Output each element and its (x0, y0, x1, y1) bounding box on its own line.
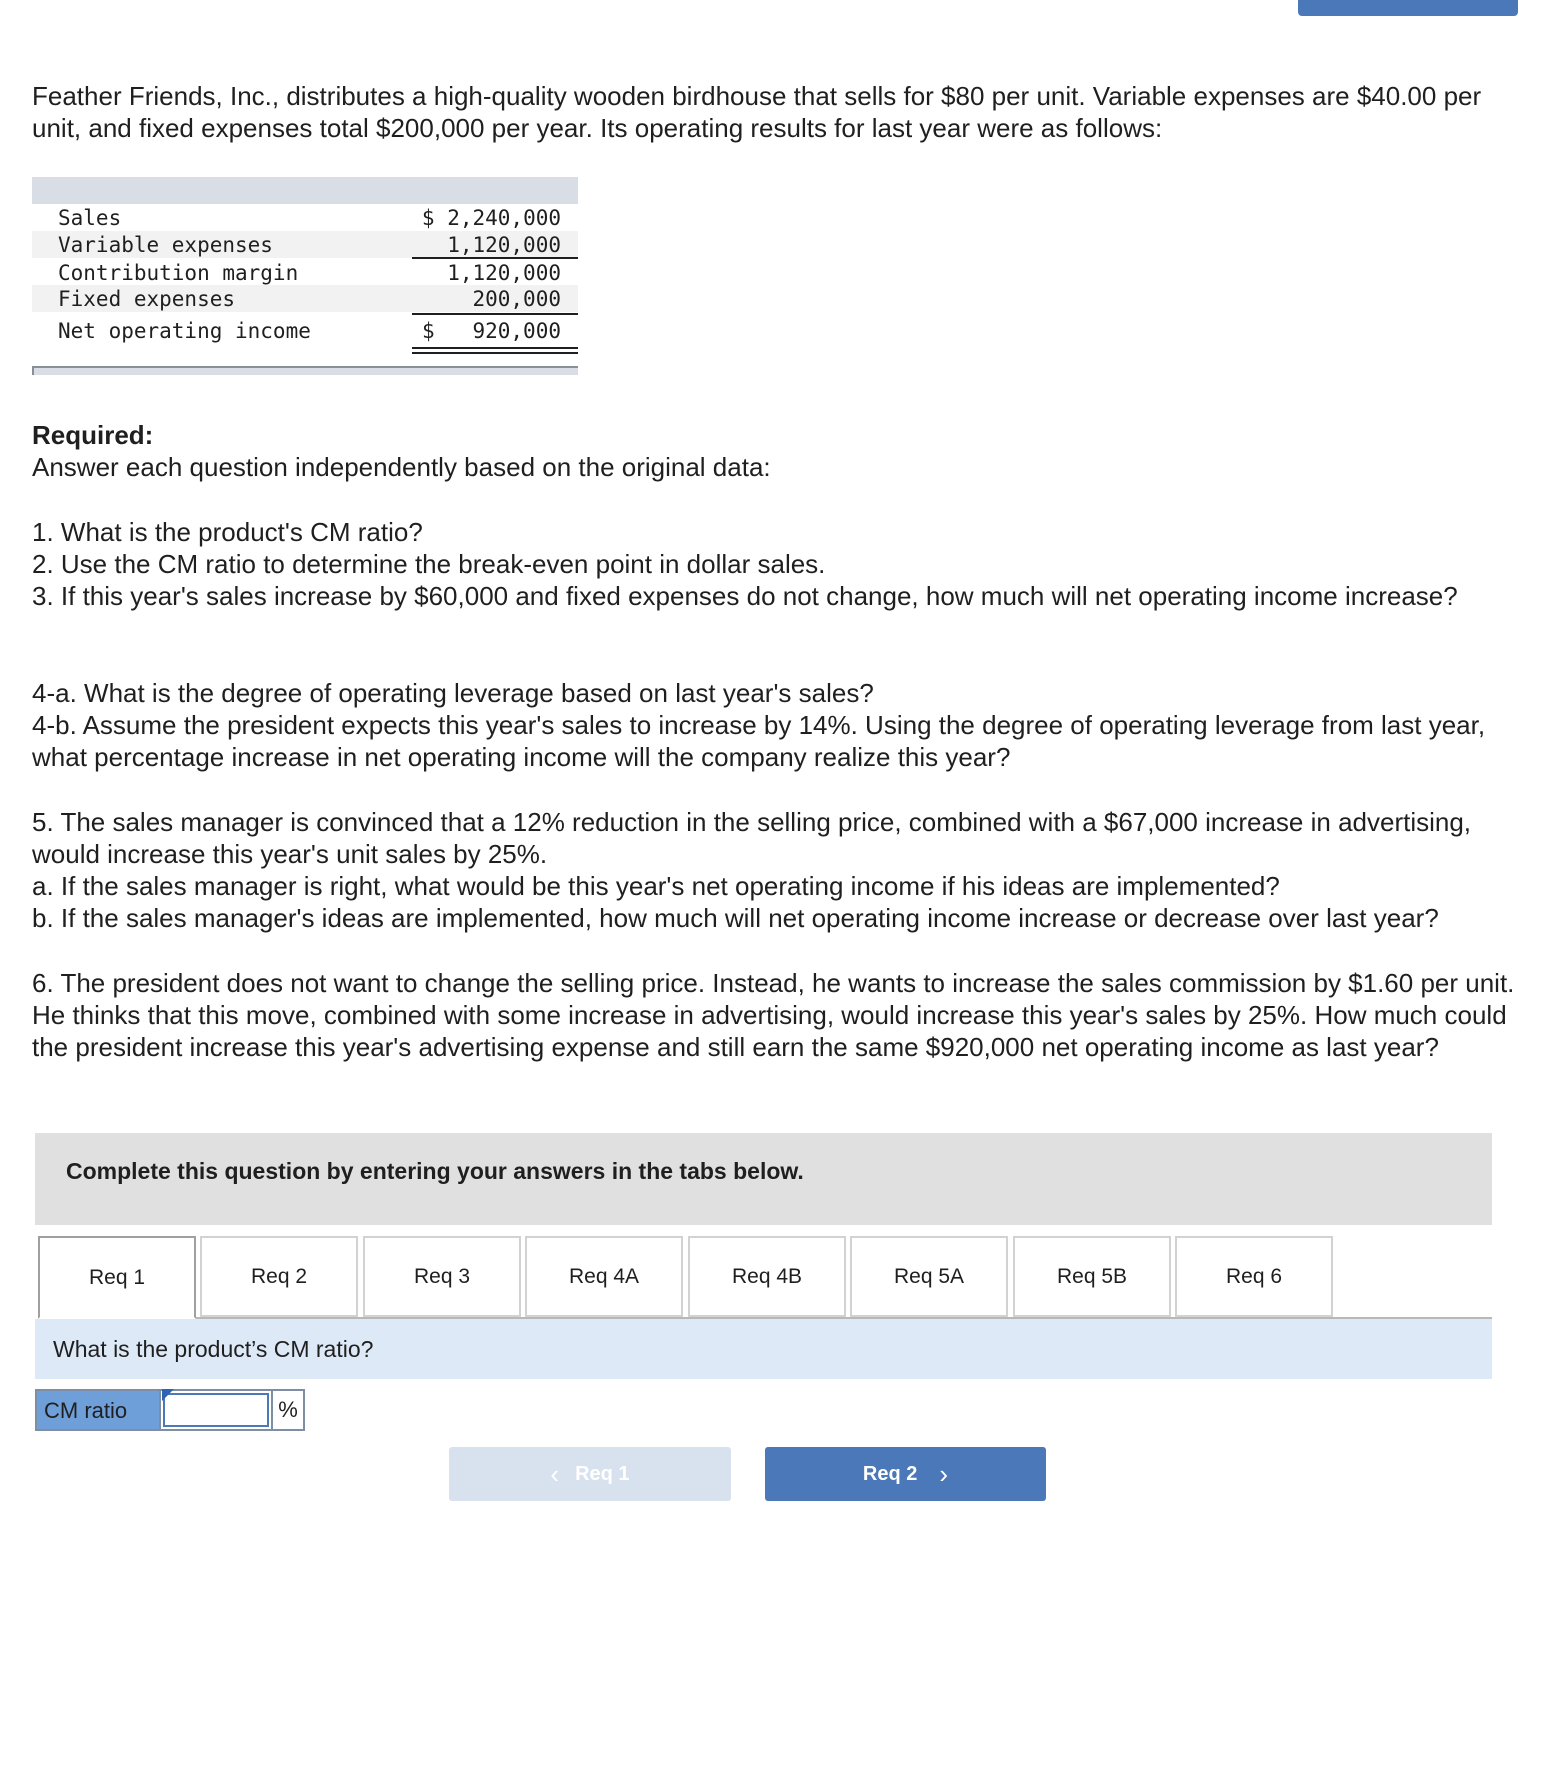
statement-dollar-sign: $ (422, 319, 435, 343)
statement-label: Fixed expenses (58, 287, 236, 311)
next-req-label: Req 2 (862, 1462, 918, 1485)
statement-footer-band (32, 366, 578, 375)
chevron-left-icon: ‹ (550, 1459, 560, 1489)
instructions-banner (35, 1133, 1492, 1225)
statement-row (32, 285, 578, 312)
cm-ratio-input-cell (161, 1389, 273, 1431)
statement-value: $ 2,240,000 (421, 206, 561, 230)
question-3: 3. If this year's sales increase by $60,000 and fixed expenses do not change, how much will net operating income increase? (32, 581, 1458, 611)
tab-req-1[interactable]: Req 1 (38, 1236, 196, 1319)
total-double-rule-top (412, 347, 578, 349)
question-4b: 4-b. Assume the president expects this year's sales to increase by 14%. Using the degree of operating leverage from last year, what percentage increase in net operating income will the company realize this year? (32, 710, 1486, 772)
total-double-rule-bottom (412, 352, 578, 354)
previous-req-label: Req 1 (575, 1462, 630, 1485)
income-statement (32, 177, 578, 377)
requirement-tabs (38, 1236, 1492, 1319)
question-5b: b. If the sales manager's ideas are implemented, how much will net operating income increase or decrease over last year? (32, 903, 1439, 933)
instructions-banner-text: Complete this question by entering your answers in the tabs below. (66, 1158, 804, 1184)
question-4a: 4-a. What is the degree of operating leverage based on last year's sales? (32, 678, 874, 708)
question-group-1 (32, 516, 1532, 612)
percent-unit: % (273, 1389, 305, 1431)
statement-label: Net operating income (58, 319, 311, 343)
previous-req-button[interactable] (449, 1447, 731, 1501)
cm-ratio-input[interactable] (163, 1393, 269, 1427)
statement-label: Contribution margin (58, 261, 299, 285)
statement-row (32, 204, 578, 231)
tab-req-6[interactable]: Req 6 (1175, 1236, 1333, 1317)
tab-req-5b[interactable]: Req 5B (1013, 1236, 1171, 1317)
next-req-button[interactable] (765, 1447, 1046, 1501)
question-group-5 (32, 806, 1532, 934)
tab-req-3[interactable]: Req 3 (363, 1236, 521, 1317)
tab-req-2[interactable]: Req 2 (200, 1236, 358, 1317)
tab-req-4a[interactable]: Req 4A (525, 1236, 683, 1317)
question-1: 1. What is the product's CM ratio? (32, 517, 423, 547)
active-question-text: What is the product’s CM ratio? (53, 1336, 374, 1362)
statement-row-total (32, 317, 578, 344)
statement-header-band (32, 177, 578, 204)
question-5: 5. The sales manager is convinced that a 12% reduction in the selling price, combined with a $67,000 increase in advertising, would increase this year's unit sales by 25%. (32, 807, 1472, 869)
required-instructions: Answer each question independently based on the original data: (32, 452, 771, 482)
statement-row (32, 231, 578, 258)
statement-label: Variable expenses (58, 233, 273, 257)
statement-value: 1,120,000 (447, 233, 561, 257)
input-flag-icon (162, 1389, 174, 1401)
question-2: 2. Use the CM ratio to determine the break-even point in dollar sales. (32, 549, 826, 579)
statement-value: 920,000 (472, 319, 561, 343)
cm-ratio-label: CM ratio (35, 1389, 161, 1431)
required-heading: Required: (32, 420, 154, 450)
top-action-button[interactable] (1298, 0, 1518, 16)
tab-req-4b[interactable]: Req 4B (688, 1236, 846, 1317)
question-group-4 (32, 677, 1532, 773)
active-question-bar (35, 1319, 1492, 1379)
question-5a: a. If the sales manager is right, what would be this year's net operating income if his ideas are implemented? (32, 871, 1280, 901)
subtotal-rule (412, 313, 578, 315)
statement-value: 1,120,000 (447, 261, 561, 285)
tab-req-5a[interactable]: Req 5A (850, 1236, 1008, 1317)
question-group-6 (32, 967, 1532, 1063)
statement-row (32, 259, 578, 286)
chevron-right-icon: › (939, 1459, 949, 1489)
statement-label: Sales (58, 206, 122, 230)
question-6: 6. The president does not want to change the selling price. Instead, he wants to increase the sales commission by $1.60 per unit. He thinks that this move, combined with some increase in advertising, would increase this year's sales by 25%. How much could the president increase this year's advertising expense and still earn the same $920,000 net operating income as last year? (32, 968, 1515, 1062)
statement-value: 200,000 (472, 287, 561, 311)
problem-intro: Feather Friends, Inc., distributes a high-quality wooden birdhouse that sells for $80 per unit. Variable expenses are $40.00 per unit, and fixed expenses total $200,000 per year. Its operating results for last year were as follows: (32, 81, 1482, 143)
